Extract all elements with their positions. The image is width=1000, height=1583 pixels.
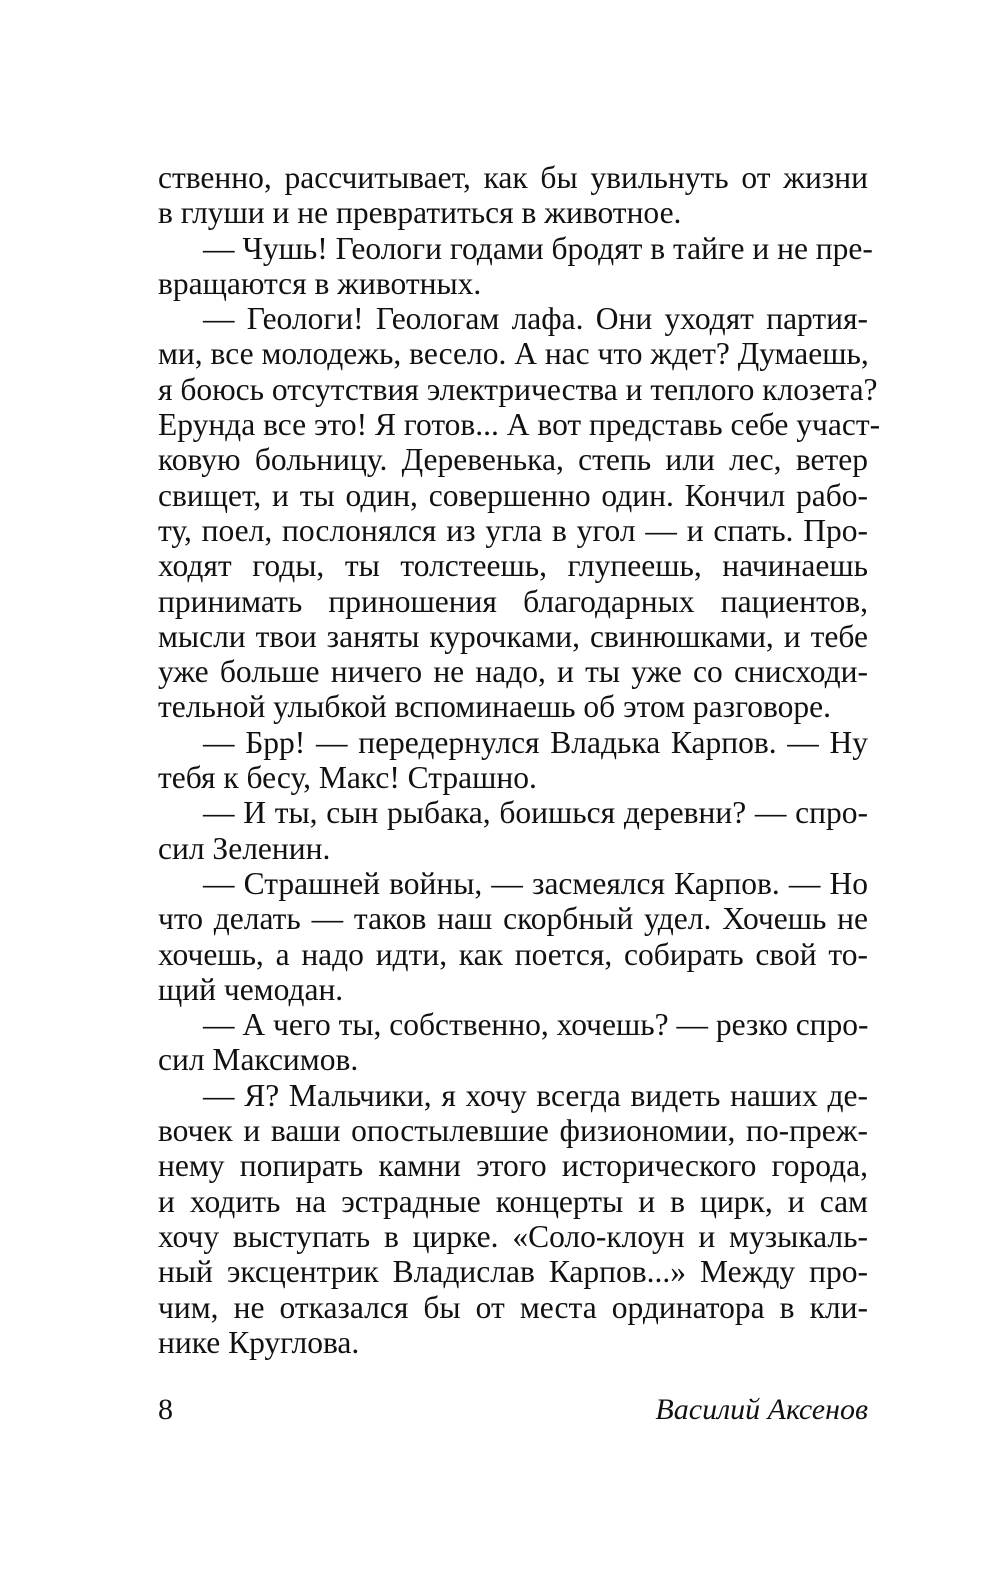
text-line: ковую больницу. Деревенька, степь или лес, ветер	[158, 442, 868, 478]
text-line: вочек и ваши опостылевшие физиономии, по-преж-	[158, 1113, 868, 1149]
running-header-author: Василий Аксенов	[655, 1393, 868, 1426]
text-line: нике Круглова.	[158, 1324, 360, 1360]
text-line: Ерунда все это! Я готов... А вот представь себе участ-	[158, 407, 881, 443]
text-line: вращаются в животных.	[158, 265, 482, 301]
text-line: — Брр! — передернулся Владька Карпов. — Ну	[203, 724, 868, 760]
body-text	[158, 160, 881, 1360]
text-line: ственно, рассчитывает, как бы увильнуть от жизни	[158, 160, 868, 195]
text-line: хочу выступать в цирке. «Соло-клоун и музыкаль-	[158, 1218, 868, 1254]
text-line: щий чемодан.	[158, 971, 344, 1007]
text-line: сил Зеленин.	[158, 830, 331, 866]
text-line: свищет, и ты один, совершенно один. Кончил рабо-	[158, 477, 868, 513]
text-line: хочешь, а надо идти, как поется, собирать свой то-	[158, 936, 868, 972]
text-line: ный эксцентрик Владислав Карпов...» Между про-	[158, 1254, 868, 1290]
text-line: — И ты, сын рыбака, боишься деревни? — спро-	[203, 795, 868, 831]
text-line: — Страшней войны, — засмеялся Карпов. — Но	[203, 865, 868, 901]
text-line: — Я? Мальчики, я хочу всегда видеть наших де-	[203, 1077, 868, 1113]
text-line: в глуши и не превратиться в животное.	[158, 195, 682, 231]
text-line: — А чего ты, собственно, хочешь? — резко спро-	[203, 1007, 869, 1043]
text-line: — Чушь! Геологи годами бродят в тайге и не пре-	[203, 230, 873, 266]
page-number: 8	[158, 1393, 173, 1426]
text-line: уже больше ничего не надо, и ты уже со снисходи-	[158, 654, 868, 690]
text-line: принимать приношения благодарных пациентов,	[158, 583, 868, 619]
text-line: мысли твои заняты курочками, свинюшками, и тебе	[158, 618, 868, 654]
text-line: ту, поел, послонялся из угла в угол — и спать. Про-	[158, 512, 868, 548]
text-line: чим, не отказался бы от места ординатора в кли-	[158, 1289, 868, 1325]
text-line: ми, все молодежь, весело. А нас что ждет? Думаешь,	[158, 336, 869, 372]
text-line: я боюсь отсутствия электричества и теплого клозета?	[158, 371, 878, 407]
text-line: и ходить на эстрадные концерты и в цирк, и сам	[158, 1183, 868, 1219]
text-line: что делать — таков наш скорбный удел. Хочешь не	[158, 901, 868, 937]
text-line: нему попирать камни этого исторического города,	[158, 1148, 868, 1184]
page-footer	[158, 1392, 868, 1428]
text-line: тельной улыбкой вспоминаешь об этом разговоре.	[158, 689, 831, 725]
text-line: тебя к бесу, Макс! Страшно.	[158, 760, 537, 796]
text-line: сил Максимов.	[158, 1042, 359, 1078]
text-line: ходят годы, ты толстеешь, глупеешь, начинаешь	[158, 548, 868, 584]
text-line: — Геологи! Геологам лафа. Они уходят партия-	[203, 301, 868, 337]
